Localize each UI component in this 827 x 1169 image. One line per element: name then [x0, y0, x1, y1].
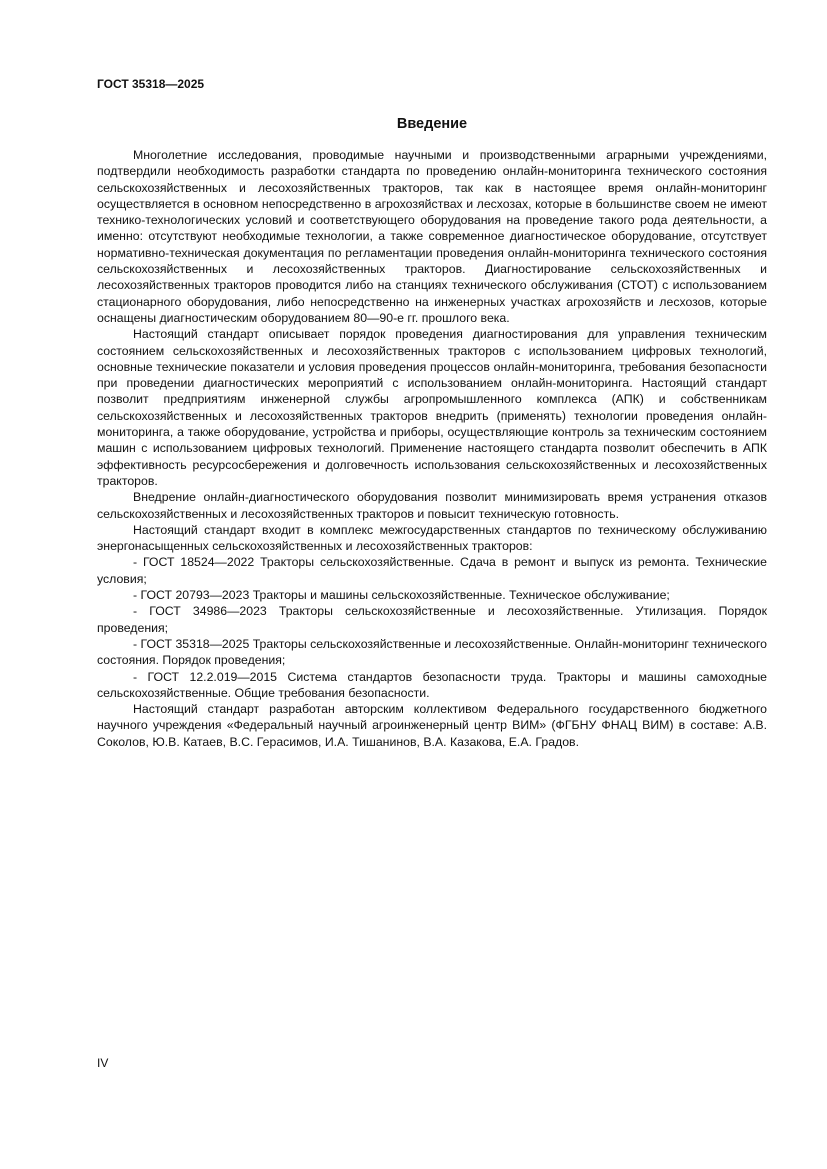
standard-list-item: - ГОСТ 18524—2022 Тракторы сельскохозяйственные. Сдача в ремонт и выпуск из ремонта. Технические условия;	[97, 555, 767, 586]
closing-paragraph: Настоящий стандарт разработан авторским коллективом Федерального государственного бюджетного научного учреждения «Федеральный научный агроинженерный центр ВИМ» (ФГБНУ ФНАЦ ВИМ) в составе: А.В. Соколов, Ю.В. Катаев, В.С. Герасимов, И.А. Тишанинов, В.А. Казакова, Е.А. Градов.	[97, 702, 767, 749]
paragraph: Настоящий стандарт описывает порядок проведения диагностирования для управления техническим состоянием сельскохозяйственных и лесохозяйственных тракторов с использованием цифровых технологий, основные технические показатели и условия проведения процессов онлайн-мониторинга, требования безопасности при проведении диагностических мероприятий с использованием онлайн-мониторинга. Настоящий стандарт позволит предприятиям инженерной службы агропромышленного комплекса (АПК) и собственникам сельскохозяйственных и лесохозяйственных тракторов внедрить (применять) технологии проведения онлайн-мониторинга, а также оборудование, устройства и приборы, осуществляющие контроль за техническим состоянием машин с использованием цифровых технологий. Применение настоящего стандарта позволит обеспечить в АПК эффективность ресурсосбережения и долговечность использования сельскохозяйственных и лесохозяйственных тракторов.	[97, 327, 767, 488]
paragraph: Многолетние исследования, проводимые научными и производственными аграрными учреждениями, подтвердили необходимость разработки стандарта по проведению онлайн-мониторинга технического состояния сельскохозяйственных и лесохозяйственных тракторов, так как в настоящее время онлайн-мониторинг осуществляется в основном непосредственно в агрохозяйствах и лесхозах, которые в большинстве своем не имеют технико-технологических условий и соответствующего оборудования на проведение такого рода деятельности, а именно: отсутствуют необходимые технологии, а также современное диагностическое оборудование, отсутствует нормативно-техническая документация по регламентации проведения онлайн-мониторинга технического состояния сельскохозяйственных и лесохозяйственных тракторов. Диагностирование сельскохозяйственных и лесохозяйственных тракторов проводится либо на станциях технического обслуживания (СТОТ) с использованием стационарного оборудования, либо непосредственно на инженерных участках агрохозяйств и лесхозов, которые оснащены диагностическим оборудованием 80—90-е гг. прошлого века.	[97, 148, 767, 325]
page-number: IV	[97, 1056, 109, 1070]
standard-list-item: - ГОСТ 34986—2023 Тракторы сельскохозяйственные и лесохозяйственные. Утилизация. Порядок проведения;	[97, 604, 767, 635]
standard-list-item: - ГОСТ 12.2.019—2015 Система стандартов безопасности труда. Тракторы и машины самоходные сельскохозяйственные. Общие требования безопасности.	[97, 669, 767, 700]
paragraph: Внедрение онлайн-диагностического оборудования позволит минимизировать время устранения отказов сельскохозяйственных и лесохозяйственных тракторов и повысит техническую готовность.	[97, 490, 767, 521]
section-title: Введение	[396, 116, 468, 132]
paragraph: Настоящий стандарт входит в комплекс межгосударственных стандартов по техническому обслуживанию энергонасыщенных сельскохозяйственных и лесохозяйственных тракторов:	[97, 522, 767, 554]
document-code-header: ГОСТ 35318—2025	[97, 77, 205, 91]
introduction-body	[97, 147, 767, 750]
standard-list-item: - ГОСТ 35318—2025 Тракторы сельскохозяйственные и лесохозяйственные. Онлайн-мониторинг технического состояния. Порядок проведения;	[97, 636, 768, 668]
standard-list-item: - ГОСТ 20793—2023 Тракторы и машины сельскохозяйственные. Техническое обслуживание;	[133, 588, 670, 603]
